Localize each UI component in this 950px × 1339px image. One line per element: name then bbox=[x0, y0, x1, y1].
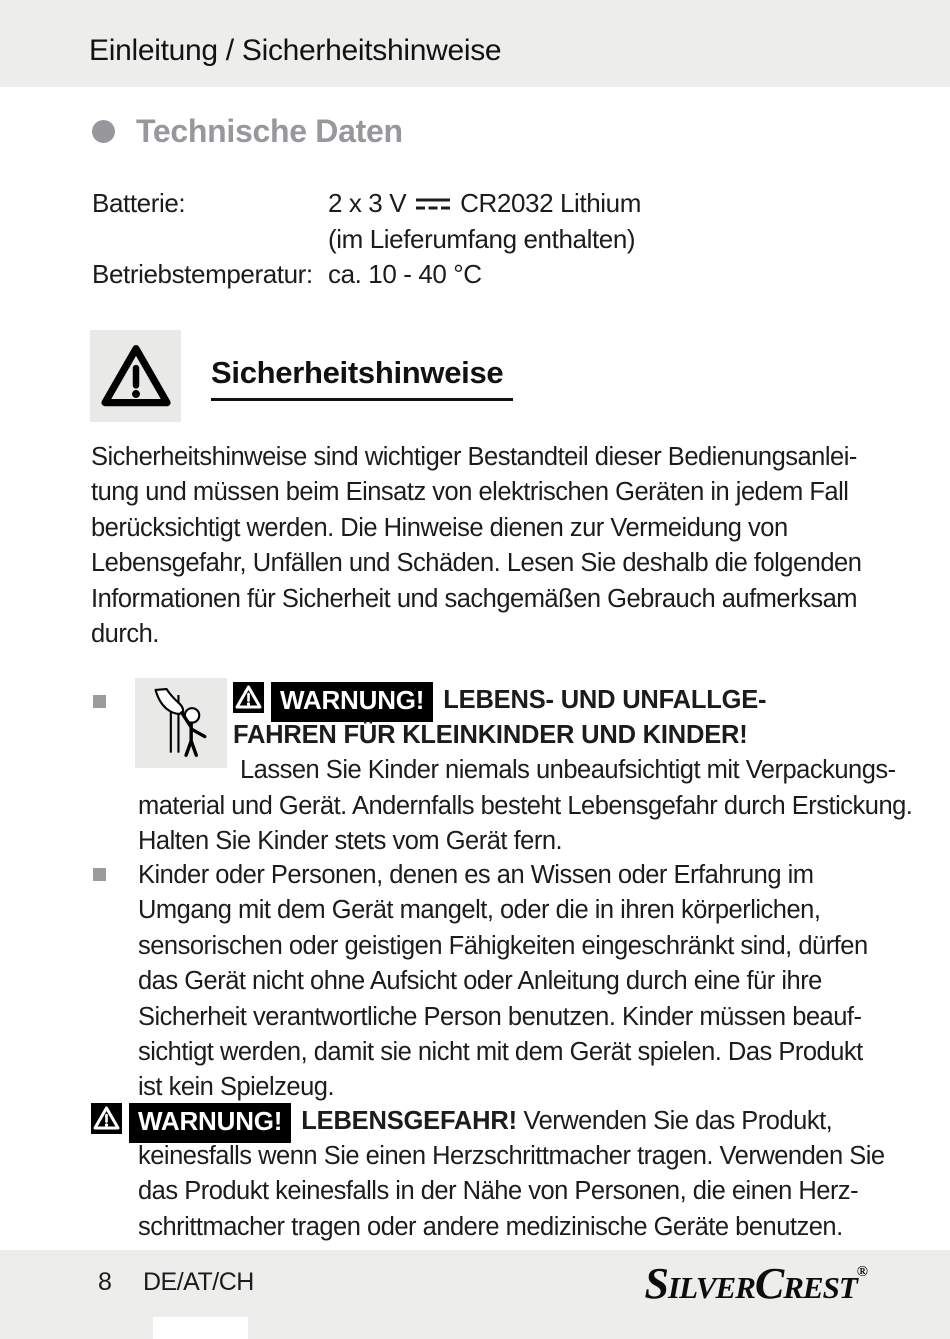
item1-line: Halten Sie Kinder stets vom Gerät fern. bbox=[138, 827, 563, 855]
spec-label: Batterie: bbox=[92, 188, 186, 218]
item2-line: Umgang mit dem Gerät mangelt, oder die in ihren körperlichen, bbox=[138, 896, 821, 924]
item3-line: schrittmacher tragen oder andere medizinische Geräte benutzen. bbox=[138, 1213, 843, 1241]
safety-section-heading: Sicherheitshinweise bbox=[211, 355, 513, 401]
page-number: 8 bbox=[98, 1268, 112, 1296]
section-technische-daten bbox=[92, 113, 403, 150]
warning-triangle-icon bbox=[233, 682, 264, 713]
intro-line: Lebensgefahr, Unfällen und Schäden. Lesen Sie deshalb die folgenden bbox=[91, 549, 862, 577]
item2-line: sensorischen oder geistigen Fähigkeiten eingeschränkt sind, dürfen bbox=[138, 932, 868, 960]
intro-line: tung und müssen beim Einsatz von elektrischen Geräten in jedem Fall bbox=[91, 478, 849, 506]
battery-type: CR2032 Lithium bbox=[460, 188, 641, 218]
registered-trademark-symbol: ® bbox=[856, 1264, 867, 1280]
section-title: Technische Daten bbox=[136, 113, 403, 149]
intro-line: berücksichtigt werden. Die Hinweise dienen zur Vermeidung von bbox=[91, 514, 788, 542]
battery-voltage: 2 x 3 V bbox=[328, 188, 407, 218]
section-bullet-icon bbox=[92, 120, 115, 143]
warning-triangle-box bbox=[90, 330, 181, 422]
brand-logo bbox=[645, 1258, 867, 1309]
header-band bbox=[0, 0, 950, 87]
child-hazard-icon-box bbox=[135, 678, 227, 768]
spec-label: Betriebstemperatur: bbox=[92, 259, 313, 289]
item3-line: das Produkt keinesfalls in der Nähe von Personen, die einen Herz- bbox=[138, 1177, 859, 1205]
warning-headline-text: LEBENS- UND UNFALLGE- bbox=[443, 686, 767, 714]
warning-headline: FAHREN FÜR KLEINKINDER UND KINDER! bbox=[233, 721, 748, 749]
warning-triangle-icon bbox=[91, 1103, 122, 1134]
warning-bold-lead: LEBENSGEFAHR! bbox=[301, 1107, 517, 1135]
item2-line: ist kein Spielzeug. bbox=[138, 1073, 335, 1101]
warning-headline bbox=[233, 682, 766, 718]
item1-line: material und Gerät. Andernfalls besteht Lebensgefahr durch Erstickung. bbox=[138, 792, 913, 820]
spec-value bbox=[328, 188, 641, 220]
item2-line: das Gerät nicht ohne Aufsicht oder Anleitung durch eine für ihre bbox=[138, 967, 822, 995]
item2-line: sichtigt werden, damit sie nicht mit dem Gerät spielen. Das Produkt bbox=[138, 1038, 863, 1066]
warning-label-badge: WARNUNG! bbox=[129, 1103, 291, 1143]
spec-value: ca. 10 - 40 °C bbox=[328, 259, 482, 289]
intro-line: durch. bbox=[91, 620, 159, 648]
list-bullet-icon bbox=[93, 695, 106, 708]
spec-note: (im Lieferumfang enthalten) bbox=[328, 224, 636, 254]
item2-line: Sicherheit verantwortliche Person benutzen. Kinder müssen beauf- bbox=[138, 1003, 862, 1031]
intro-line: Sicherheitshinweise sind wichtiger Bestandteil dieser Bedienungsanlei- bbox=[91, 443, 857, 471]
list-bullet-icon bbox=[93, 868, 106, 881]
page-edge-artifact bbox=[153, 1317, 248, 1339]
item2-line: Kinder oder Personen, denen es an Wissen oder Erfahrung im bbox=[138, 861, 814, 889]
item1-line: Lassen Sie Kinder niemals unbeaufsichtigt mit Verpackungs- bbox=[240, 756, 896, 784]
warning-lead-rest: Verwenden Sie das Produkt, bbox=[523, 1107, 833, 1135]
page-title: Einleitung / Sicherheitshinweise bbox=[89, 34, 502, 67]
warning-triangle-icon bbox=[100, 343, 172, 409]
brand-name: SilverCrest bbox=[644, 1259, 857, 1308]
region-code: DE/AT/CH bbox=[143, 1268, 254, 1296]
item3-line: keinesfalls wenn Sie einen Herzschrittmacher tragen. Verwenden Sie bbox=[138, 1142, 885, 1170]
warning-label-badge: WARNUNG! bbox=[271, 682, 433, 722]
child-hazard-pictogram bbox=[142, 684, 220, 762]
warning-lead-line bbox=[91, 1103, 832, 1139]
dc-voltage-symbol bbox=[412, 189, 454, 220]
intro-line: Informationen für Sicherheit und sachgemäßen Gebrauch aufmerksam bbox=[91, 585, 857, 613]
